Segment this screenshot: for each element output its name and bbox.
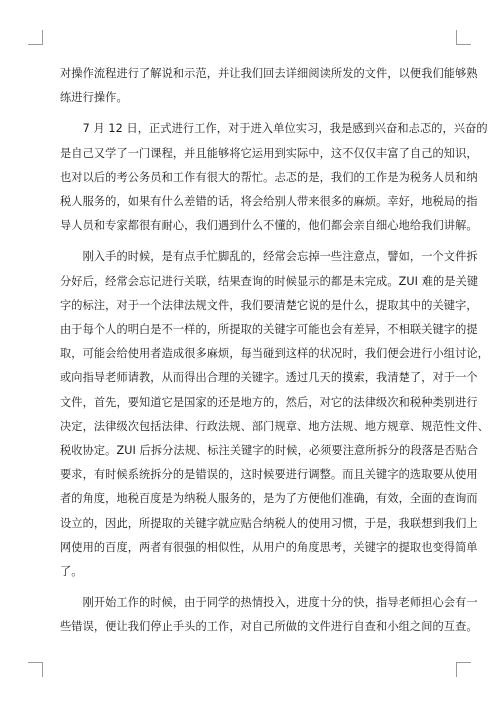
text-line: 刚入手的时候，是有点手忙脚乱的，经常会忘掉一些注意点，譬如，一个文件拆 [60,250,478,264]
text-line: 税收协定。ZUI 后拆分法规、标注关键字的时候，必须要注意所拆分的段落是否贴合 [60,444,479,458]
text-line: 或向指导老师请教，从而得出合理的关键字。透过几天的摸索，我清楚了，对于一个 [60,371,478,385]
paragraph-1 [60,62,478,110]
text-line: 导人员和专家都很有耐心，我们遇到什么不懂的，他们都会亲自细心地给我们讲解。 [60,219,478,233]
text-line: 网使用的百度，两者有很强的相似性，从用户的角度思考，关键字的提取也变得简单 [60,540,478,554]
text-line: 要求，有时候系统拆分的是错误的，这时候要进行调整。而且关键字的选取要从使用 [60,468,478,482]
text-line: 文件，首先，要知道它是国家的还是地方的，然后，对它的法律级次和税种类别进行 [60,395,478,409]
text-line: 分好后，经常会忘记进行关联，结果查询的时候显示的都是未完成。ZUI 难的是关键 [60,274,479,288]
text-line: 由于每个人的明白是不一样的，所提取的关键字可能也会有差异，不相联关键字的提 [60,323,478,337]
text-line: 刚开始工作的时候，由于同学的热情投入，进度十分的快，指导老师担心会有一 [60,596,478,610]
text-line: 些错误，便让我们停止手头的工作，对自己所做的文件进行自查和小组之间的互查。 [60,620,478,634]
crop-mark-top-right [456,30,471,45]
paragraph-4 [60,591,478,639]
crop-mark-bottom-right [456,662,471,677]
paragraph-2 [60,117,488,238]
text-line: 也对以后的考公务员和工作有很大的帮忙。忐忑的是，我们的工作是为税务人员和纳 [60,170,478,184]
text-line: 字的标注，对于一个法律法规文件，我们要清楚它说的是什么，提取其中的关键字， [60,298,478,312]
text-line: 取，可能会给使用者造成很多麻烦，每当碰到这样的状况时，我们便会进行小组讨论， [60,347,489,361]
text-line: 了。 [60,565,83,579]
crop-mark-top-left [28,30,43,45]
document-body [60,62,489,640]
crop-mark-bottom-left [28,662,43,677]
text-line: 对操作流程进行了解说和示范，并让我们回去详细阅读所发的文件，以便我们能够熟 [60,67,478,80]
text-line: 是自己又学了一门课程，并且能够将它运用到实际中，这不仅仅丰富了自己的知识， [60,146,478,160]
paragraph-3 [60,245,489,584]
text-line: 税人服务的，如果有什么差错的话，将会给别人带来很多的麻烦。幸好，地税局的指 [60,195,478,209]
text-line: 设立的，因此，所提取的关键字就应贴合纳税人的使用习惯，于是，我联想到我们上 [60,516,478,530]
text-line: 者的角度，地税百度是为纳税人服务的，是为了方便他们准确，有效，全面的查询而 [60,492,478,506]
text-line: 决定，法律级次包括法律、行政法规、部门规章、地方法规、地方规章、规范性文件、 [60,419,489,433]
text-line: 7 月 12 日，正式进行工作，对于进入单位实习，我是感到兴奋和忐忑的，兴奋的 [60,122,488,136]
text-line: 练进行操作。 [60,91,128,105]
